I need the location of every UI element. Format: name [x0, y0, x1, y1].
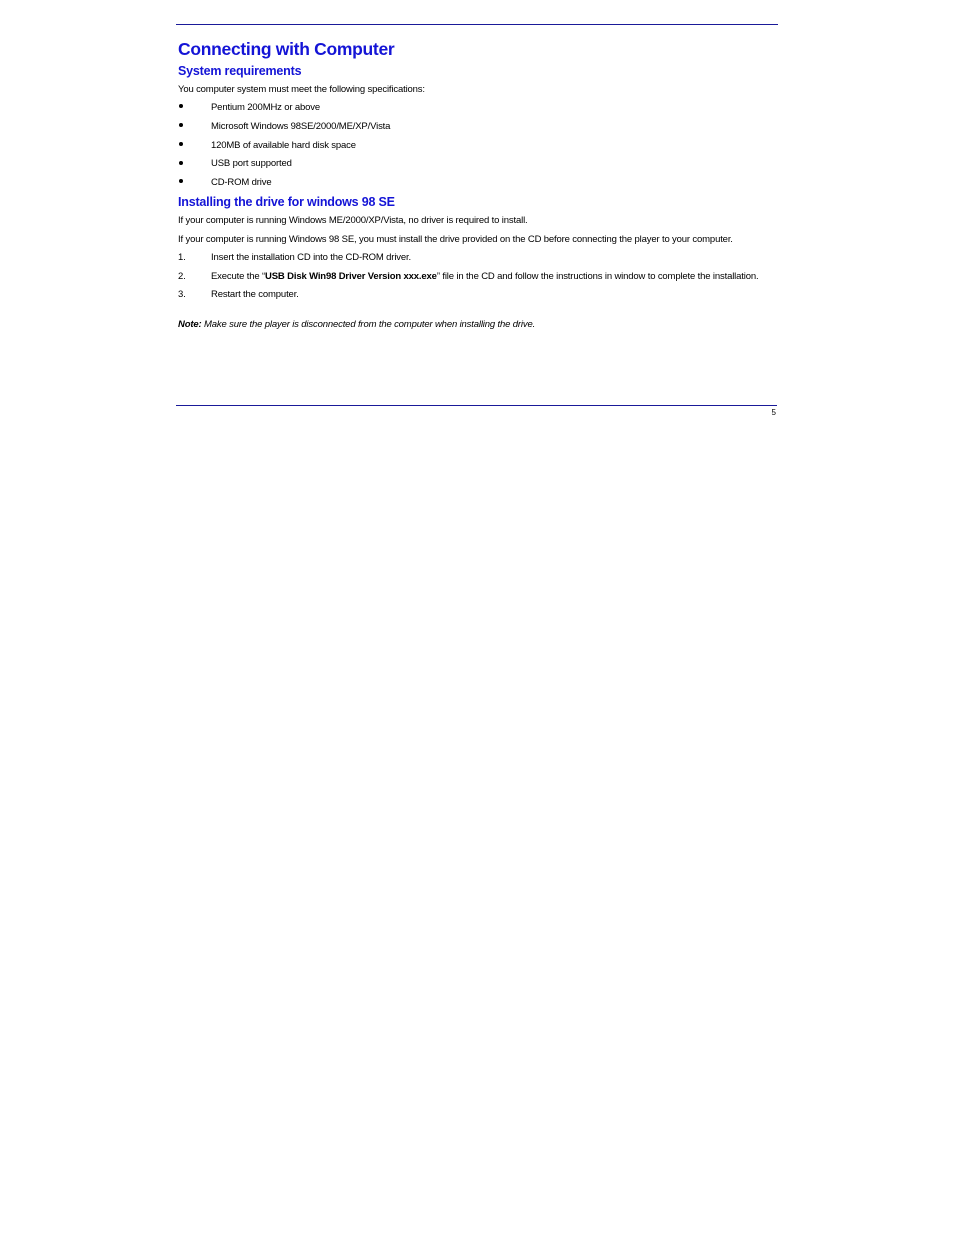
requirements-list	[178, 99, 768, 193]
note-text: Make sure the player is disconnected from the computer when installing the drive.	[201, 318, 536, 330]
step-item	[178, 249, 768, 268]
list-item	[178, 118, 768, 137]
bullet-icon	[178, 137, 198, 156]
bullet-icon	[178, 155, 198, 174]
installing-paragraph-2: If your computer is running Windows 98 SE, you must install the drive provided on the CD before connecting the player to your computer.	[178, 233, 733, 245]
list-item	[178, 137, 768, 156]
page-title: Connecting with Computer	[178, 39, 395, 59]
list-item	[178, 155, 768, 174]
section-heading-system-requirements: System requirements	[178, 64, 302, 78]
list-item-text: Microsoft Windows 98SE/2000/ME/XP/Vista	[211, 120, 391, 132]
step-text: Restart the computer.	[211, 289, 299, 301]
step-text: Insert the installation CD into the CD-ROM driver.	[211, 251, 411, 263]
list-item-text: Pentium 200MHz or above	[211, 102, 321, 113]
note-label: Note:	[178, 318, 202, 330]
step-number: 1.	[178, 251, 186, 263]
bullet-icon	[178, 99, 198, 118]
step-number: 2.	[178, 270, 186, 282]
bullet-icon	[178, 174, 198, 193]
list-item-text: 120MB of available hard disk space	[211, 139, 356, 151]
step-number: 3.	[178, 289, 186, 301]
section-heading-installing-drive: Installing the drive for windows 98 SE	[178, 194, 395, 209]
list-item	[178, 174, 768, 193]
top-rule	[176, 24, 778, 25]
page-number: 5	[771, 408, 776, 417]
step-item	[178, 268, 768, 287]
step-text-before: Execute the “	[211, 270, 266, 282]
list-item-text: CD-ROM drive	[211, 177, 272, 188]
page-content	[178, 36, 768, 343]
bottom-rule	[176, 405, 777, 406]
driver-filename: USB Disk Win98 Driver Version xxx.exe	[265, 270, 437, 282]
list-item	[178, 99, 768, 118]
installation-note	[178, 315, 768, 334]
installing-paragraph-1: If your computer is running Windows ME/2000/XP/Vista, no driver is required to install.	[178, 214, 528, 226]
system-requirements-intro: You computer system must meet the following specifications:	[178, 84, 425, 95]
step-text-after: ” file in the CD and follow the instructions in window to complete the installation.	[436, 270, 759, 282]
installation-steps	[178, 249, 768, 305]
step-item	[178, 286, 768, 305]
bullet-icon	[178, 118, 198, 137]
list-item-text: USB port supported	[211, 158, 292, 170]
